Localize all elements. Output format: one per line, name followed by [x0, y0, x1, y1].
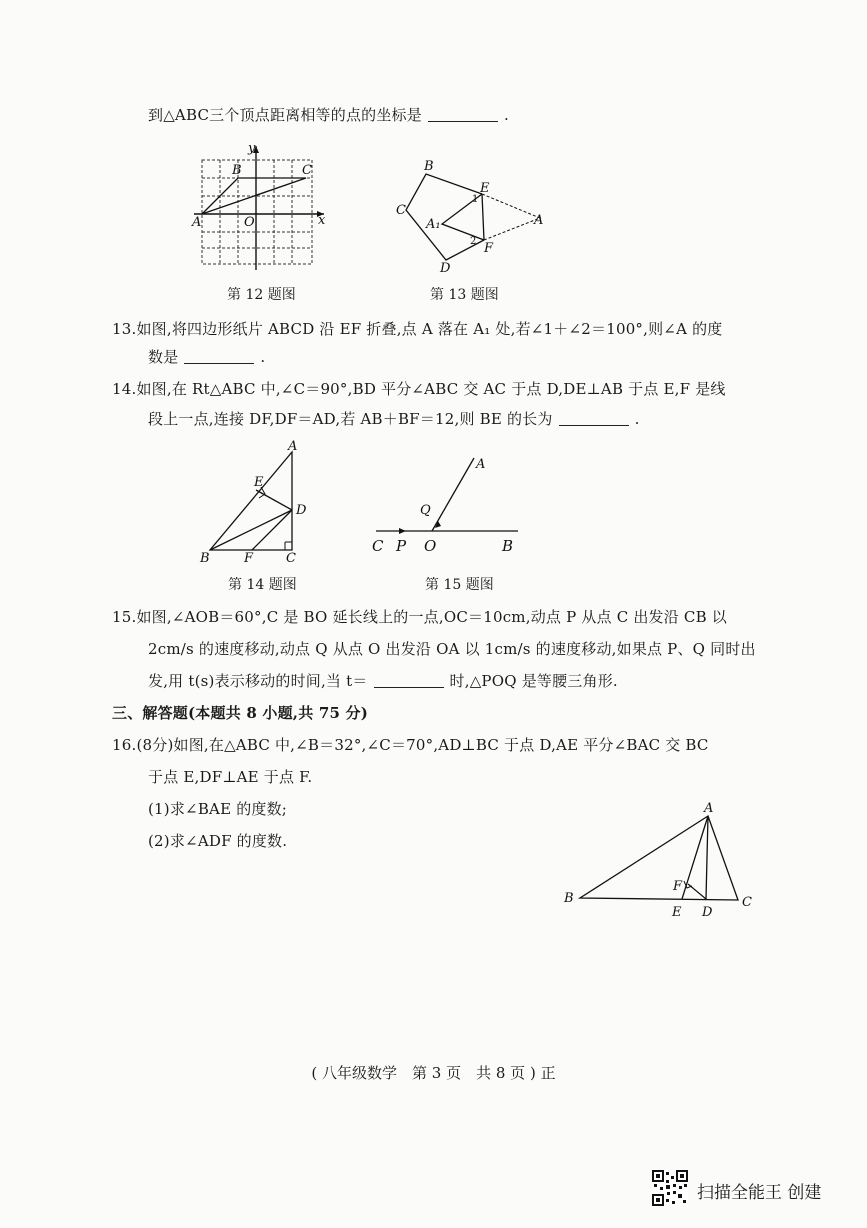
label-a1: A₁: [426, 217, 441, 232]
q15-line3: [148, 670, 618, 691]
page-footer: ( 八年级数学 第 3 页 共 8 页 ) 正: [311, 1064, 556, 1082]
q12-tail-period: .: [503, 106, 509, 124]
q12-tail-line: [148, 104, 509, 125]
label-d: D: [702, 905, 713, 920]
label-p: P: [396, 537, 407, 555]
label-angle-1: 1: [472, 194, 479, 205]
q15-line2: 2cm/s 的速度移动,动点 Q 从点 O 出发沿 OA 以 1cm/s 的速度移动,如果点 P、Q 同时出: [148, 640, 756, 658]
q14-text: 段上一点,连接 DF,DF＝AD,若 AB＋BF＝12,则 BE 的长为: [148, 410, 553, 428]
q12-answer-blank: [428, 120, 498, 122]
caption-fig12: 第 12 题图: [227, 287, 296, 303]
caption-fig15: 第 15 题图: [425, 577, 494, 593]
label-f: F: [484, 241, 494, 256]
label-c: C: [742, 895, 752, 910]
q16-line1: 16.(8分)如图,在△ABC 中,∠B＝32°,∠C＝70°,AD⊥BC 于点 D,AE 平分∠BAC 交 BC: [112, 736, 709, 754]
label-b: B: [200, 551, 210, 566]
label-y: y: [248, 141, 256, 156]
q13-answer-blank: [184, 362, 254, 364]
q13-line1: 13.如图,将四边形纸片 ABCD 沿 EF 折叠,点 A 落在 A₁ 处,若∠1＋∠2＝100°,则∠A 的度: [112, 320, 723, 338]
scanner-watermark-text: 扫描全能王 创建: [697, 1183, 822, 1203]
q15-answer-blank: [374, 686, 444, 688]
q16-part1: (1)求∠BAE 的度数;: [148, 800, 288, 818]
label-c: C: [286, 551, 296, 566]
q14-line2: [148, 408, 640, 429]
caption-fig14: 第 14 题图: [228, 577, 297, 593]
section-3-heading: 三、解答题(本题共 8 小题,共 75 分): [112, 704, 369, 722]
label-x: x: [318, 213, 326, 228]
q16-line2: 于点 E,DF⊥AE 于点 F.: [148, 768, 313, 786]
label-c: C: [302, 163, 312, 178]
q13-period: .: [260, 348, 266, 366]
label-b: B: [502, 537, 514, 555]
label-f: F: [244, 551, 254, 566]
q15-line1: 15.如图,∠AOB＝60°,C 是 BO 延长线上的一点,OC＝10cm,动点 P 从点 C 出发沿 CB 以: [112, 608, 727, 626]
label-o: O: [424, 537, 437, 555]
label-o: O: [244, 215, 255, 230]
label-a: A: [476, 457, 486, 472]
label-b: B: [564, 891, 574, 906]
label-a: A: [534, 213, 544, 228]
figure-14: [196, 438, 316, 568]
label-q: Q: [420, 503, 431, 518]
label-e: E: [480, 181, 490, 196]
caption-fig13: 第 13 题图: [430, 287, 499, 303]
label-a: A: [704, 801, 714, 816]
qr-code-icon: [652, 1170, 688, 1206]
q13-line2: [148, 346, 265, 367]
figure-15: [366, 450, 526, 560]
q12-tail-text: 到△ABC三个顶点距离相等的点的坐标是: [148, 106, 422, 124]
figure-12: [190, 140, 330, 272]
q14-line1: 14.如图,在 Rt△ABC 中,∠C＝90°,BD 平分∠ABC 交 AC 于点 D,DE⊥AB 于点 E,F 是线: [112, 380, 726, 398]
label-d: D: [440, 261, 451, 276]
label-e: E: [254, 475, 264, 490]
label-e: E: [672, 905, 682, 920]
label-c: C: [396, 203, 406, 218]
label-a: A: [288, 439, 298, 454]
label-b: B: [424, 159, 434, 174]
figure-16: [560, 800, 760, 920]
q15-text-post: 时,△POQ 是等腰三角形.: [449, 672, 618, 690]
q14-answer-blank: [559, 424, 629, 426]
label-f: F: [673, 879, 683, 894]
q16-part2: (2)求∠ADF 的度数.: [148, 832, 288, 850]
figure-13: [392, 156, 552, 276]
q14-period: .: [634, 410, 640, 428]
label-c: C: [372, 537, 384, 555]
label-angle-2: 2: [470, 236, 477, 247]
label-b: B: [232, 163, 242, 178]
label-a: A: [192, 215, 202, 230]
q15-text-pre: 发,用 t(s)表示移动的时间,当 t＝: [148, 672, 368, 690]
label-d: D: [296, 503, 307, 518]
q13-text: 数是: [148, 348, 179, 366]
